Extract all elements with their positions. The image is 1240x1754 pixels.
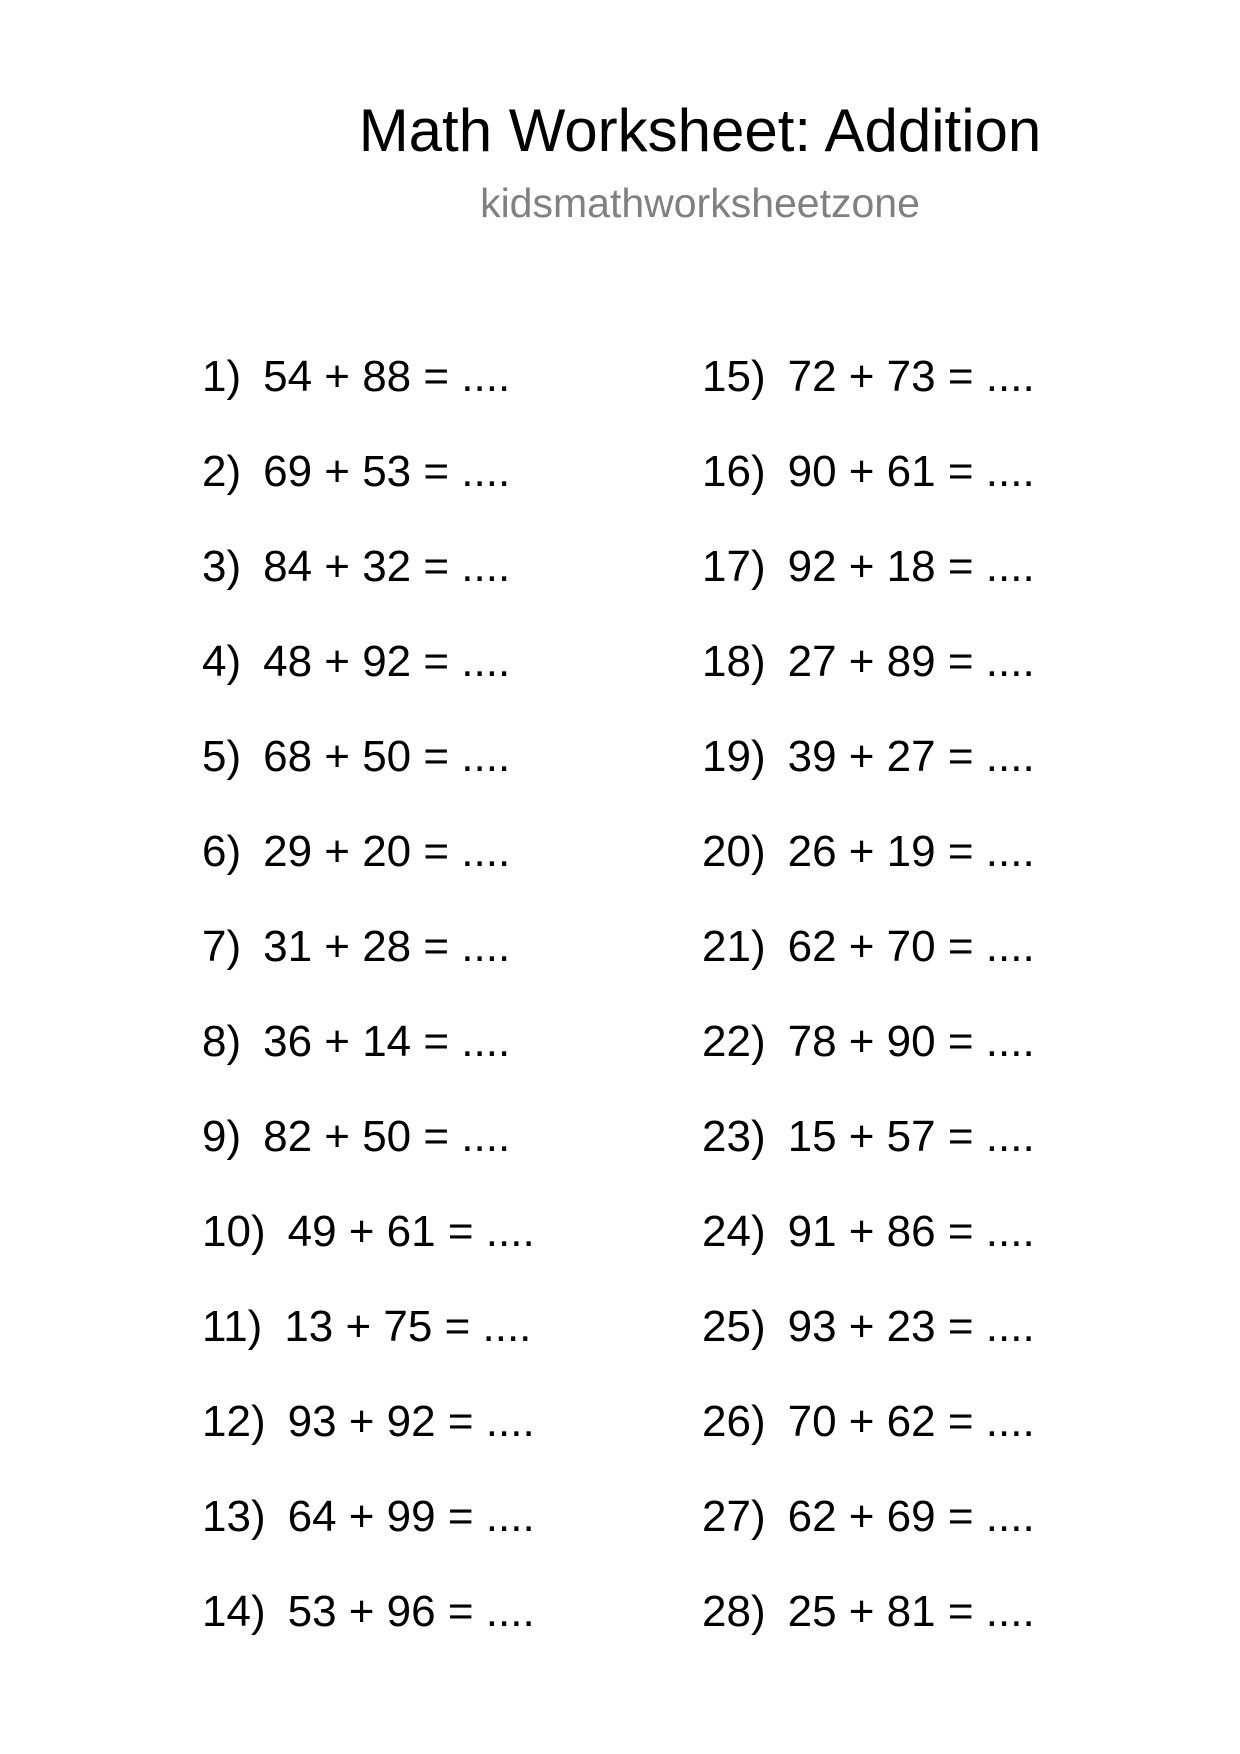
problem-number: 17) (702, 542, 766, 591)
problem-expression: 70 + 62 = .... (787, 1397, 1035, 1446)
problem-item (702, 447, 1035, 497)
problem-number: 8) (202, 1017, 242, 1066)
problem-number: 7) (202, 922, 242, 971)
problem-item (702, 732, 1035, 782)
problem-number: 10) (202, 1207, 266, 1256)
problem-number: 3) (202, 542, 242, 591)
problem-number: 5) (202, 732, 242, 781)
problem-expression: 91 + 86 = .... (787, 1207, 1035, 1256)
problem-expression: 54 + 88 = .... (263, 352, 511, 401)
problem-number: 27) (702, 1492, 766, 1541)
problem-expression: 27 + 89 = .... (787, 637, 1035, 686)
problem-number: 19) (702, 732, 766, 781)
problem-expression: 31 + 28 = .... (263, 922, 511, 971)
problem-item (202, 827, 510, 877)
problem-number: 22) (702, 1017, 766, 1066)
problem-expression: 78 + 90 = .... (787, 1017, 1035, 1066)
problem-item (702, 1397, 1035, 1447)
problem-number: 1) (202, 352, 242, 401)
problem-item (202, 637, 510, 687)
problem-number: 15) (702, 352, 766, 401)
problem-item (702, 542, 1035, 592)
problem-expression: 48 + 92 = .... (263, 637, 511, 686)
problem-item (702, 352, 1035, 402)
problem-number: 2) (202, 447, 242, 496)
problem-item (702, 827, 1035, 877)
problem-number: 20) (702, 827, 766, 876)
problem-item (702, 1017, 1035, 1067)
problem-item (702, 1112, 1035, 1162)
problem-expression: 26 + 19 = .... (787, 827, 1035, 876)
problem-number: 18) (702, 637, 766, 686)
problem-expression: 69 + 53 = .... (263, 447, 511, 496)
problem-number: 21) (702, 922, 766, 971)
problem-number: 13) (202, 1492, 266, 1541)
problem-number: 28) (702, 1587, 766, 1636)
problem-item (202, 447, 510, 497)
problem-item (702, 1587, 1035, 1637)
problem-item (202, 352, 510, 402)
problem-item (702, 922, 1035, 972)
problem-item (702, 1302, 1035, 1352)
problem-number: 4) (202, 637, 242, 686)
problem-number: 6) (202, 827, 242, 876)
problem-expression: 49 + 61 = .... (287, 1207, 535, 1256)
problem-expression: 92 + 18 = .... (787, 542, 1035, 591)
problem-expression: 93 + 92 = .... (287, 1397, 535, 1446)
problem-expression: 72 + 73 = .... (787, 352, 1035, 401)
problem-item (202, 732, 510, 782)
problem-expression: 64 + 99 = .... (287, 1492, 535, 1541)
problem-item (202, 1492, 535, 1542)
problem-expression: 82 + 50 = .... (263, 1112, 511, 1161)
problem-item (202, 1397, 535, 1447)
problem-expression: 53 + 96 = .... (287, 1587, 535, 1636)
problem-item (202, 1112, 510, 1162)
worksheet-title: Math Worksheet: Addition (358, 97, 1042, 164)
problem-number: 24) (702, 1207, 766, 1256)
problem-expression: 84 + 32 = .... (263, 542, 511, 591)
problem-expression: 29 + 20 = .... (263, 827, 511, 876)
problem-item (202, 1207, 535, 1257)
problem-expression: 93 + 23 = .... (787, 1302, 1035, 1351)
problem-number: 23) (702, 1112, 766, 1161)
problem-number: 14) (202, 1587, 266, 1636)
problem-number: 9) (202, 1112, 242, 1161)
worksheet-subtitle: kidsmathworksheetzone (480, 180, 920, 226)
problem-number: 26) (702, 1397, 766, 1446)
problem-item (202, 1587, 535, 1637)
problem-number: 25) (702, 1302, 766, 1351)
problem-item (202, 1017, 510, 1067)
problem-item (702, 1207, 1035, 1257)
problem-expression: 25 + 81 = .... (787, 1587, 1035, 1636)
problem-number: 16) (702, 447, 766, 496)
problem-item (702, 637, 1035, 687)
problem-expression: 68 + 50 = .... (263, 732, 511, 781)
problem-number: 11) (202, 1302, 263, 1351)
problem-number: 12) (202, 1397, 266, 1446)
problem-expression: 39 + 27 = .... (787, 732, 1035, 781)
problem-item (702, 1492, 1035, 1542)
problem-expression: 36 + 14 = .... (263, 1017, 511, 1066)
problem-expression: 62 + 69 = .... (787, 1492, 1035, 1541)
problem-item (202, 1302, 531, 1352)
problem-item (202, 542, 510, 592)
problem-expression: 13 + 75 = .... (284, 1302, 532, 1351)
problem-expression: 90 + 61 = .... (787, 447, 1035, 496)
problem-expression: 62 + 70 = .... (787, 922, 1035, 971)
problem-item (202, 922, 510, 972)
problem-expression: 15 + 57 = .... (787, 1112, 1035, 1161)
